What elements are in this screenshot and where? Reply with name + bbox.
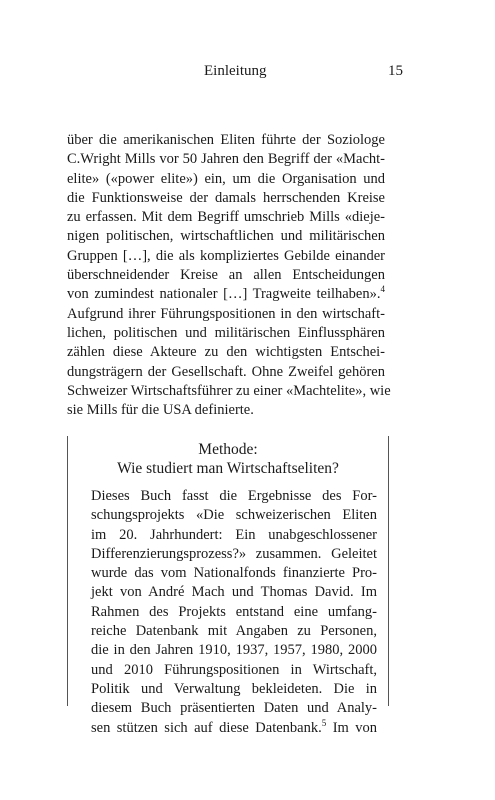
box-line-text-b: Im von — [326, 719, 378, 736]
box-line: Politik und Verwaltung bekleideten. Die in — [91, 680, 377, 697]
body-line: Gruppen […], die als kompliziertes Gebilde einander — [67, 247, 385, 264]
box-line-text-a: sen stützen sich auf diese Datenbank. — [91, 719, 322, 736]
box-line: und 2010 Führungspositionen in Wirtschaft, — [91, 661, 377, 678]
body-paragraph — [67, 131, 391, 420]
body-line: lichen, politischen und militärischen Einflussphären — [67, 324, 385, 341]
footnote-reference[interactable]: 4 — [380, 284, 385, 295]
running-title: Einleitung — [204, 63, 267, 79]
box-line: Differenzierungsprozess?» zusammen. Geleitet — [91, 545, 377, 562]
box-line: Dieses Buch fasst die Ergebnisse des For- — [91, 488, 377, 504]
body-line: zählen diese Akteure zu den wichtigsten Entschei- — [67, 344, 385, 361]
box-line: reiche Datenbank mit Angaben zu Personen, — [91, 623, 377, 640]
footnote-reference[interactable]: 5 — [321, 717, 327, 728]
body-line: zu erfassen. Mit dem Begriff umschrieb Mills «dieje- — [67, 209, 385, 226]
box-line: schungsprojekts «Die schweizerischen Eliten — [91, 507, 377, 524]
box-line: Rahmen des Projekts entstand eine umfang- — [91, 603, 377, 620]
box-paragraph — [91, 487, 377, 738]
body-line: die Funktionsweise der damals herrschenden Kreise — [67, 189, 385, 206]
body-line: nigen politischen, wirtschaftlichen und militärischen — [67, 228, 385, 245]
box-line: die in den Jahren 1910, 1937, 1957, 1980, 2000 — [91, 642, 377, 659]
running-head — [0, 63, 495, 85]
box-line: diesem Buch präsentierten Daten und Analy- — [91, 700, 377, 717]
body-line: C.Wright Mills vor 50 Jahren den Begriff der «Macht- — [67, 151, 385, 168]
body-line: über die amerikanischen Eliten führte der Soziologe — [67, 132, 385, 148]
body-line-text: von zumindest nationaler […] Tragweite teilhaben». — [67, 286, 381, 303]
box-heading-line: Wie studiert man Wirtschaftseliten? — [117, 460, 339, 477]
body-line-with-footnote — [67, 285, 385, 304]
body-line: Schweizer Wirtschaftsführer zu einer «Machtelite», wie — [67, 382, 391, 399]
body-line: dungsträgern der Gesellschaft. Ohne Zweifel gehören — [67, 363, 385, 380]
box-heading — [67, 440, 389, 478]
method-box — [67, 436, 389, 736]
body-line: überschneidender Kreise an allen Entscheidungen — [67, 267, 385, 284]
box-line: jekt von André Mach und Thomas David. Im — [91, 584, 377, 601]
box-line: im 20. Jahrhundert: Ein unabgeschlossener — [91, 526, 377, 543]
page-number: 15 — [388, 63, 403, 79]
box-line-with-footnote — [91, 719, 377, 738]
box-line: wurde das vom Nationalfonds finanzierte Pro- — [91, 565, 377, 582]
body-line: Aufgrund ihrer Führungspositionen in den wirtschaft- — [67, 305, 385, 322]
body-line: elite» («power elite») ein, um die Organisation und — [67, 170, 385, 187]
box-heading-line: Methode: — [198, 441, 258, 458]
body-line: sie Mills für die USA definierte. — [67, 402, 254, 419]
